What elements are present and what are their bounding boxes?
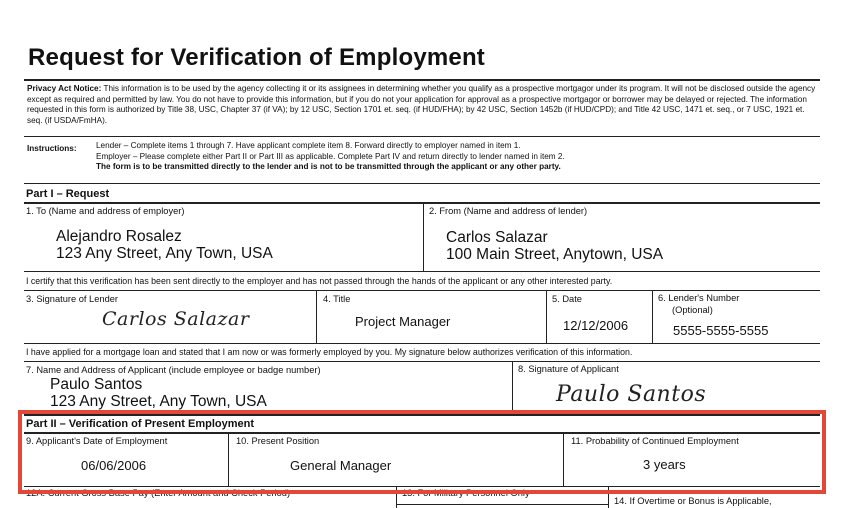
instruction-transmit: The form is to be transmitted directly to the lender and is not to be transmitted through the applicant or any other party. xyxy=(96,162,561,172)
gross-pay-label: 12A. Current Gross Base Pay (Enter Amount and Check Period) xyxy=(26,488,291,498)
form-title: Request for Verification of Employment xyxy=(28,44,486,71)
lender-number-optional: (Optional) xyxy=(672,305,713,315)
notice-rule xyxy=(24,136,820,137)
present-position-label: 10. Present Position xyxy=(236,436,320,446)
privacy-label: Privacy Act Notice: xyxy=(27,84,102,93)
divider xyxy=(316,291,317,343)
instructions-block xyxy=(96,141,816,173)
military-label: 13. For Military Personnel Only xyxy=(402,488,530,498)
probability-label: 11. Probability of Continued Employment xyxy=(571,436,739,446)
lender-address: 100 Main Street, Anytown, USA xyxy=(446,246,664,263)
row-rule xyxy=(24,343,820,344)
lender-number-label: 6. Lender's Number xyxy=(658,293,740,303)
divider xyxy=(652,291,653,343)
divider xyxy=(423,203,424,271)
row-rule xyxy=(396,504,608,505)
certify-statement: I certify that this verification has been sent directly to the employer and has not passed through the hands of the applicant or any other interested party. xyxy=(26,276,613,286)
instruction-employer: Employer – Please complete either Part II or Part III as applicable. Complete Part IV and return directly to lender named in item 2. xyxy=(96,151,565,161)
employer-address-label: 1. To (Name and address of employer) xyxy=(26,206,185,216)
applicant-name: Paulo Santos xyxy=(50,376,143,393)
date-of-employment-value: 06/06/2006 xyxy=(81,458,147,473)
lender-name: Carlos Salazar xyxy=(446,229,548,246)
instruction-lender: Lender – Complete items 1 through 7. Have applicant complete item 8. Forward directly to employer named in item 1. xyxy=(96,141,521,150)
divider xyxy=(546,291,547,343)
row-rule xyxy=(24,271,820,272)
cutoff-row-12a xyxy=(26,488,386,508)
part1-heading: Part I – Request xyxy=(26,188,110,200)
overtime-label: 14. If Overtime or Bonus is Applicable, xyxy=(614,496,772,506)
title-label: 4. Title xyxy=(323,294,351,304)
title-value: Project Manager xyxy=(355,314,451,329)
lender-address-label: 2. From (Name and address of lender) xyxy=(429,206,588,216)
applied-statement: I have applied for a mortgage loan and stated that I am now or was formerly employed by you. My signature below authorizes verification of this information. xyxy=(26,347,633,357)
title-rule xyxy=(24,79,820,81)
row-rule xyxy=(24,361,820,362)
date-of-employment-label: 9. Applicant's Date of Employment xyxy=(26,436,168,446)
applicant-signature-label: 8. Signature of Applicant xyxy=(518,364,619,374)
privacy-notice xyxy=(27,84,819,126)
date-value: 12/12/2006 xyxy=(563,318,629,333)
cutoff-row-13 xyxy=(402,488,602,508)
highlight-box xyxy=(18,410,826,494)
row-rule xyxy=(24,290,820,291)
privacy-text: This information is to be used by the agency collecting it or its assignees in determining whether you qualify as a prospective mortgagor under its program. It will not be disclosed outside the agency except as required and permitted by law. You do not have to provide this information, but if you do not your application for approval as a prospective mortgagor or borrower may be delayed or rejected. The information requested in this form is authorized by Title 38, USC, Chapter 37 (if VA); by 12 USC, Section 1701 et. seq. (if HUD/FHA); by 42 USC, Section 1452b (if HUD/CPD); and Title 42 USC, 1471 et. seq., or 7 USC, 1921 et. seq. (if USDA/FmHA). xyxy=(27,84,816,125)
lender-signature: Carlos Salazar xyxy=(102,308,250,330)
part2-heading: Part II – Verification of Present Employment xyxy=(26,418,255,430)
divider xyxy=(512,362,513,414)
lender-signature-label: 3. Signature of Lender xyxy=(26,294,119,304)
probability-value: 3 years xyxy=(643,457,686,472)
date-label: 5. Date xyxy=(552,294,582,304)
instructions-label: Instructions: xyxy=(27,144,77,153)
part1-rule xyxy=(24,202,820,204)
lender-number-value: 5555-5555-5555 xyxy=(673,323,769,338)
employer-name: Alejandro Rosalez xyxy=(56,228,182,245)
instructions-rule xyxy=(24,183,820,184)
present-position-value: General Manager xyxy=(290,458,392,473)
employer-address: 123 Any Street, Any Town, USA xyxy=(56,245,273,262)
applicant-label: 7. Name and Address of Applicant (include employee or badge number) xyxy=(26,365,321,375)
applicant-signature: Paulo Santos xyxy=(556,382,707,407)
applicant-address: 123 Any Street, Any Town, USA xyxy=(50,393,267,410)
applicant-address-clip xyxy=(50,393,310,409)
